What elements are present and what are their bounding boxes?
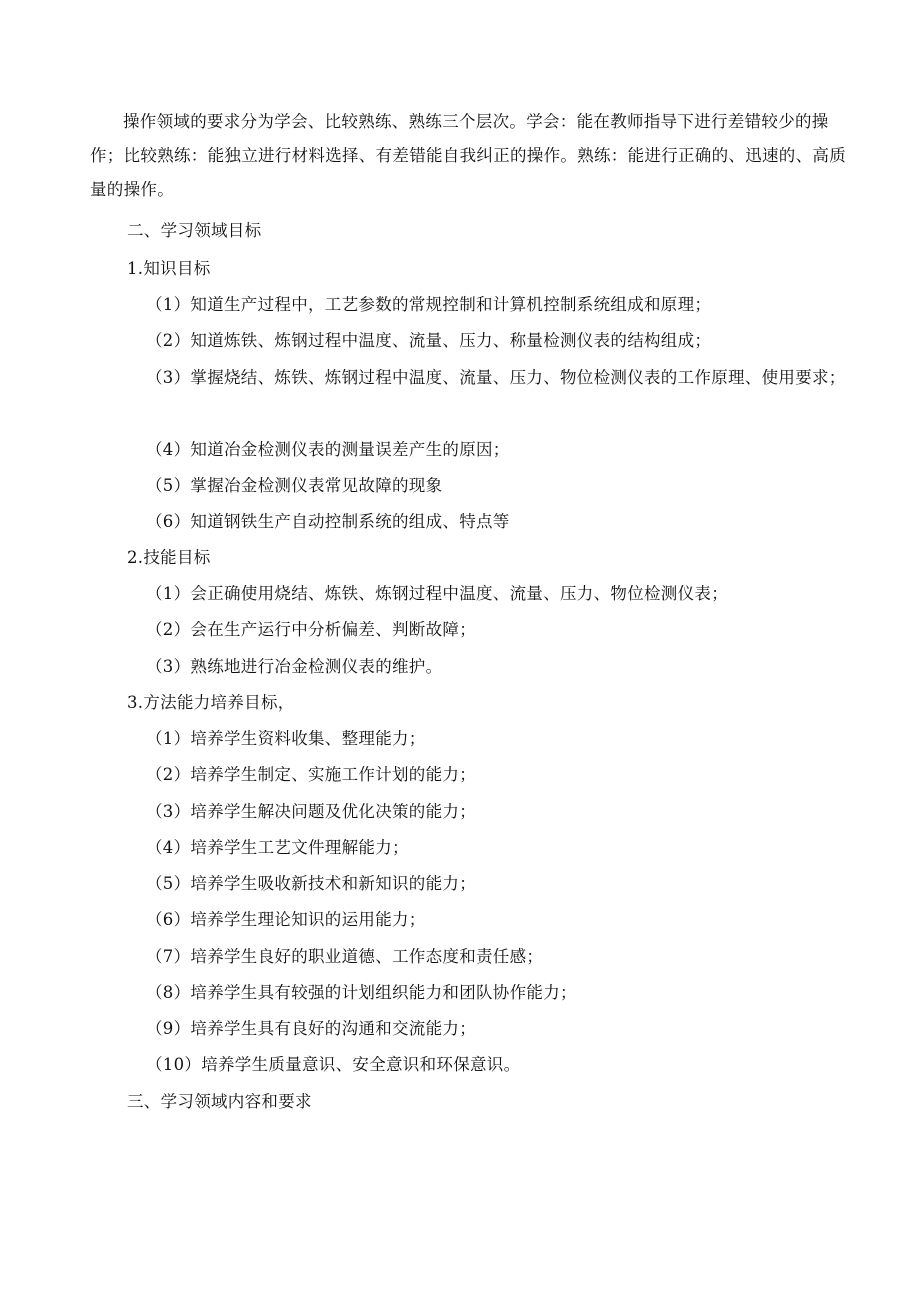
list-item: （5）掌握冶金检测仪表常见故障的现象	[146, 476, 443, 495]
list-item: （2）会在生产运行中分析偏差、判断故障；	[146, 620, 476, 639]
intro-paragraph: 操作领域的要求分为学会、比较熟练、熟练三个层次。学会：能在教师指导下进行差错较少的操作；比较熟练：能独立进行材料选择、有差错能自我纠正的操作。熟练：能进行正确的、迅速的、高质量的操作。	[90, 112, 846, 199]
section-2-heading: 二、学习领域目标	[127, 221, 262, 240]
list-item: （3）培养学生解决问题及优化决策的能力；	[146, 802, 476, 821]
list-item: （6）知道钢铁生产自动控制系统的组成、特点等	[146, 512, 510, 531]
list-item: （10）培养学生质量意识、安全意识和环保意识。	[146, 1055, 521, 1074]
methods-heading: 3.方法能力培养目标，	[127, 693, 295, 712]
list-item: （1）培养学生资料收集、整理能力；	[146, 729, 426, 748]
list-item: （5）培养学生吸收新技术和新知识的能力；	[146, 874, 476, 893]
list-item: （3）掌握烧结、炼铁、炼钢过程中温度、流量、压力、物位检测仪表的工作原理、使用要求；	[146, 368, 846, 387]
list-item: （2）知道炼铁、炼钢过程中温度、流量、压力、称量检测仪表的结构组成；	[146, 331, 712, 350]
list-item: （2）培养学生制定、实施工作计划的能力；	[146, 765, 476, 784]
list-item: （4）培养学生工艺文件理解能力；	[146, 838, 409, 857]
knowledge-heading: 1.知识目标	[127, 259, 211, 278]
list-item: （3）熟练地进行冶金检测仪表的维护。	[146, 657, 443, 676]
list-item: （1）会正确使用烧结、炼铁、炼钢过程中温度、流量、压力、物位检测仪表；	[146, 584, 728, 603]
skills-heading: 2.技能目标	[127, 548, 211, 567]
list-item: （9）培养学生具有良好的沟通和交流能力；	[146, 1019, 476, 1038]
list-item: （8）培养学生具有较强的计划组织能力和团队协作能力；	[146, 983, 577, 1002]
section-3-heading: 三、学习领域内容和要求	[127, 1092, 312, 1111]
list-item: （7）培养学生良好的职业道德、工作态度和责任感；	[146, 947, 544, 966]
list-item: （6）培养学生理论知识的运用能力；	[146, 910, 426, 929]
list-item: （1）知道生产过程中，工艺参数的常规控制和计算机控制系统组成和原理；	[146, 295, 712, 314]
list-item: （4）知道冶金检测仪表的测量误差产生的原因；	[146, 440, 510, 459]
